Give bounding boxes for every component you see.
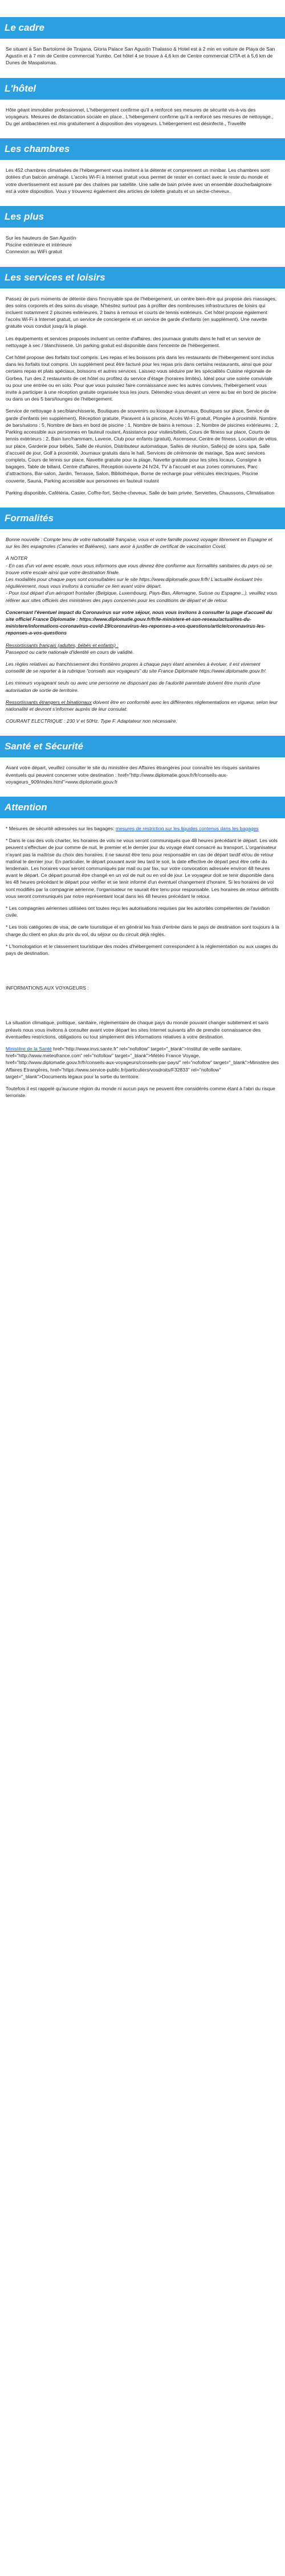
formalites-note-block [6, 555, 279, 603]
attention-sites-text: href="http://www.invs.sante.fr" rel="nofollow" target="_blank">Institut de veille sanitaire, href="http://www.meteofrance.com" rel="nofollow" target="_blank">Météo France Voyage, href="http://www.diplomatie.gouv.fr/fr/conseils-aux-voyageurs/conseils-par-pays/" rel="nofollow" target="_blank">Ministère des Affaires Etrangères, href="https://www.service-public.fr/particuliers/vosdroits/F32833" rel="nofollow" target="_blank">Documents légaux pour la sortie du territoire. [6, 1046, 279, 1079]
formalites-intro: Bonne nouvelle : Compte tenu de votre nationalité française, vous et votre famille pouvez voyager librement en Espagne et sur les îles espagnoles (Canaries et Baléares), sans avoir à justifier de certificat de vaccination Covid. [6, 536, 272, 550]
formalites-fr-text: Passeport ou carte nationale d'identité en cours de validité. [6, 649, 134, 655]
formalites-fr-title: Ressortissants français (adultes, bébés et enfants) : [6, 642, 119, 648]
attention-horaires: * Dans le cas des vols charter, les horaires de vols ne vous seront communiqués que 48 heures précédant le départ. Les vols peuvent s'effectuer de jour comme de nuit, le premier et le dernier jour du voyage étant consacré au transport. L'organisateur n'ayant pas la maîtrise du choix des horaires, il ne saurait être tenu pour responsable en cas de départ tardif et/ou de retour matinal le dernier jour. En particulier, le départ pouvant avoir lieu tard le soir, la date effective de départ peut être celle du lendemain. Les horaires vous seront communiqués par mail ou par fax, sur votre convocation adressée environ 48 heures avant le départ. Ce départ pourrait être changé en un vol de nuit ou en vol de jour. Le voyageur doit se tenir disponible dans les 48 heures précédant le départ pour vérifier et se tenir informé d'un éventuel changement d'horaire. Si les horaires de vol sont modifiés par la compagnie aérienne, l'organisateur ne saurait être tenu pour responsable. Les horaires de retour définitifs vous seront communiqués par notre représentant local dans les 48 heures précédant le retour. [6, 838, 279, 899]
section-title-sante: Santé et Sécurité [0, 736, 285, 757]
section-body-hotel [0, 100, 285, 137]
services-paragraph: Service de nettoyage à sec/blanchisserie, Boutiques de souvenirs ou kiosque à journaux, Boutiques sur place, Service de garde d'enfants (en supplément), Réception gratuite, Paravent à la piscine, Accès Wi-Fi gratuit, Plongée à proximité, Nombre de bars/salons : 5, Nombre de bars en bord de piscine : 1, Nombre de bains à remous : 2, Nombre de piscines extérieures : 2, Parking accessible aux personnes en fauteuil roulant, Assistance pour visites/billets, Cours de fitness sur place, Courts de tennis extérieurs : 2, Bain turc/hammam, Laverie, Club pour enfants (gratuit), Ascenseur, Centre de fitness, Location de vélos sur place, Garderie pour bébés, Salle de réunion, Distributeur automatique, Salles de réunion, Salle(s) de soins spa, Salle d'accueil de jour, Golf à proximité, Journaux gratuits dans le hall, Services de cérémonie de mariage, Spa avec services complets, Cours de tennis sur place, Navette gratuite pour la plage, Navette gratuite pour les sites locaux, Consigne à bagages, Table de billard, Centre d'affaires, Réception ouverte 24 h/24, TV à l'accueil et aux zones communes, Parc d'attractions, Bar-salon, Jardin, Terrasse, Salon, Bibliothèque, Borne de recharge pour véhicules électriques, Piscine couverte, Sauna, Parking accessible aux personnes en fauteuil roulant [6, 408, 279, 484]
cadre-text: Se situant à San Bartolomé de Tirajana, Gloria Palace San Agustín Thalasso & Hotel est à 2 min en voiture de Playa de San Agustín et à 7 min de Centre commercial Yumbo. Cet hôtel 4 se trouve à 4,6 km de Centre commercial CITA et à 5,6 km de Dunes de Maspalomas. [6, 46, 275, 66]
section-title-services: Les services et loisirs [0, 267, 285, 288]
attention-bagages-text: * Mesures de sécurité adressées sur les bagages: [6, 826, 116, 831]
plus-item: Piscine extérieure et intérieure [6, 242, 72, 248]
chambres-text: Les 452 chambres climatisées de l'hébergement vous invitent à la détente et comprennent un minibar. Les chambres sont dotées d'un balcon aménagé. L'accès Wi-Fi à Internet gratuit vous permet de rester en contact avec le reste du monde et votre divertissement est assuré par des chaînes par satellite. Une salle de bain privée avec un ensemble douche/baignoire est à votre disposition. Vous y trouverez également des articles de toilette gratuits et un sèche-cheveux. [6, 167, 272, 194]
plus-item: Sur les hauteurs de San Agustín [6, 235, 76, 241]
section-title-attention: Attention [0, 797, 285, 818]
section-title-plus: Les plus [0, 206, 285, 228]
ministere-sante-link[interactable]: Ministère de la Santé [6, 1046, 52, 1052]
formalites-etr-title: Ressortissants étrangers et binationaux [6, 699, 92, 705]
section-body-plus [0, 228, 285, 265]
formalites-etr-text: doivent être en conformité avec les différentes réglementations en vigueur, selon leur nationalité et devront s'informer auprès de leur consulat. [6, 699, 278, 712]
section-body-sante [0, 757, 285, 794]
attention-compagnies: * Les compagnies aériennes utilisées ont toutes reçu les autorisations requises par les autorités compétentes de l'aviation civile. [6, 905, 270, 918]
formalites-courant: COURANT ELECTRIQUE : 230 V et 50Hz. Type F. Adaptateur non nécessaire. [6, 718, 177, 724]
formalites-note-title: À NOTER [6, 555, 28, 562]
section-body-chambres [0, 160, 285, 204]
page [0, 17, 285, 1108]
formalites-fr-block [6, 642, 279, 656]
section-body-cadre [0, 39, 285, 76]
hotel-text: Hôte géant immobilier professionnel, L'hébergement confirme qu'il a renforcé ses mesures de sécurité vis-à-vis des voyageurs. Mesures de distanciation sociale en place., L'hébergement confirme qu'il a renforcé ses mesures de nettoyage., Du gel antibactérien est mis gratuitement à disposition des voyageurs. L'hébergement est désinfecté., Travelife [6, 106, 274, 127]
formalites-coronavirus: Concernant l'éventuel impact du Coronavirus sur votre séjour, nous vous invitons à consulter la page d'accueil du site officiel France Diplomatie : https://www.diplomatie.gouv.fr/fr/le-ministere-et-son-reseau/actualites-du-ministere/informations-coronavirus-covid-19/coronavirus-les-reponses-a-vos-questions/article/coronavirus-les-reponses-a-vos-questions [6, 609, 272, 636]
section-title-chambres: Les chambres [0, 138, 285, 160]
services-paragraph: Cet hôtel propose des forfaits tout compris. Les repas et les boissons pris dans les restaurants de l'hébergement sont inclus dans les forfaits tout compris. Un supplément peut être facturé pour les repas pris dans certains restaurants, ainsi que pour certains repas et plats spéciaux, boissons et autres services. Laissez-vous séduire par les spécialités Cuisine régionale de Gorbea, l'un des 2 restaurants de cet hôtel ou profitez du service d'étage (horaires limités). Idéal pour une soirée conviviale ou pour une entrée ou en solo. Pour que vous puissiez faire connaissance avec les autres convives, l'hébergement vous invite à participer à une réception gratuite organisée tous les jours. Détendez-vous devant un verre au bar en bord de piscine ou dans un des 5 bars/lounges de l'hébergement. [6, 355, 276, 402]
section-title-formalites: Formalités [0, 508, 285, 529]
services-paragraph: Passez de purs moments de détente dans l'incroyable spa de l'hébergement, un centre bien-être qui propose des massages, des soins corporels et des soins du visage. N'hésitez surtout pas à profiter des nombreuses infrastructures de loisirs qui incluent notamment 2 piscines extérieures, 2 bains à remous et courts de tennis extérieurs. Cet hôtel propose également l'accès Wi-Fi à Internet gratuit, un service de conciergerie et un service de garde d'enfants (en supplément). Une navette gratuite vous conduit jusqu'à la plage. [6, 295, 277, 329]
formalites-etr-block [6, 699, 279, 712]
section-body-attention [0, 818, 285, 1108]
formalites-regles: Les règles relatives au franchissement des frontières propres à chaque pays étant amenées à évoluer, il est vivement conseillé de se reporter à la rubrique "conseils aux voyageurs" du site France Diplomatie https://www.diplomatie.gouv.fr/. [6, 661, 267, 674]
section-title-hotel: L'hôtel [0, 78, 285, 100]
formalites-mineurs: Les mineurs voyageant seuls ou avec une personne ne disposant pas de l'autorité parentale doivent être munis d'une autorisation de sortie de territoire. [6, 680, 260, 693]
section-body-services [0, 288, 285, 505]
attention-homologation: * L'homologation et le classement touristique des modes d'hébergement correspondent à la réglementation ou aux usages du pays de destination. [6, 943, 278, 957]
attention-visa: * Les trois catégories de visa, de carte touristique et en général les frais d'entrée dans le pays de destination sont toujours à la charge du client en plus du prix du vol, du séjour ou du circuit déjà réglés. [6, 924, 279, 937]
formalites-note-text: - En cas d'un vol avec escale, nous vous informons que vous devrez être conforme aux formalités sanitaires du pays où se trouve votre escale ainsi que votre destination finale. Les modalités pour chaque pays sont consultables sur le site https://www.diplomatie.gouv.fr/fr/ L'actualité évoluant très régulièrement, nous vous invitons à consulter ce lien avant votre départ. - Pour tout départ d'un aéroport frontalier (Belgique, Luxembourg, Pays-Bas, Allemagne, Suisse ou Espagne...), veuillez vous référer aux sites officiels des ministères des pays concernés pour les conditions de départ et de retour. [6, 562, 278, 603]
services-paragraph: Les équipements et services proposés incluent un centre d'affaires, des journaux gratuits dans le hall et un service de nettoyage à sec / blanchisserie. Un parking gratuit est disponible dans l'enceinte de l'hébergement. [6, 335, 261, 348]
section-body-formalites [0, 529, 285, 733]
attention-terrorisme: Toutefois il est rappelé qu'aucune région du monde ni aucun pays ne peuvent être considérés comme étant à l'abri du risque terroriste. [6, 1086, 275, 1099]
section-title-cadre: Le cadre [0, 17, 285, 39]
services-paragraph: Parking disponible, Cafétéria, Casier, Coffre-fort, Sèche-cheveux, Salle de bain privée, Serviettes, Chaussons, Climatisation [6, 489, 275, 496]
liquides-restriction-link[interactable]: mesures de restriction sur les liquides contenus dans les bagages [115, 826, 259, 831]
attention-sites [6, 1045, 279, 1080]
attention-infos-title: INFORMATIONS AUX VOYAGEURS : [6, 985, 89, 991]
sante-text: Avant votre départ, veuillez consulter le site du ministère des Affaires étrangères pour connaître les risques sanitaires éventuels qui peuvent concerner votre destination : href="http://www.diplomatie.gouv.fr/fr/conseils-aux-voyageurs_909/index.html">www.diplomatie.gouv.fr [6, 765, 260, 785]
attention-situation: La situation climatique, politique, sanitaire, réglementaire de chaque pays du monde pouvant changer subitement et sans préavis nous vous invitons à consulter avant votre départ les sites Internet suivants afin de prendre connaissance des éventuelles restrictions, obligations ou tout simplement des informations relatives à votre destination. [6, 1020, 269, 1040]
plus-item: Connexion au WiFi gratuit [6, 249, 62, 255]
attention-bagages [6, 825, 279, 832]
